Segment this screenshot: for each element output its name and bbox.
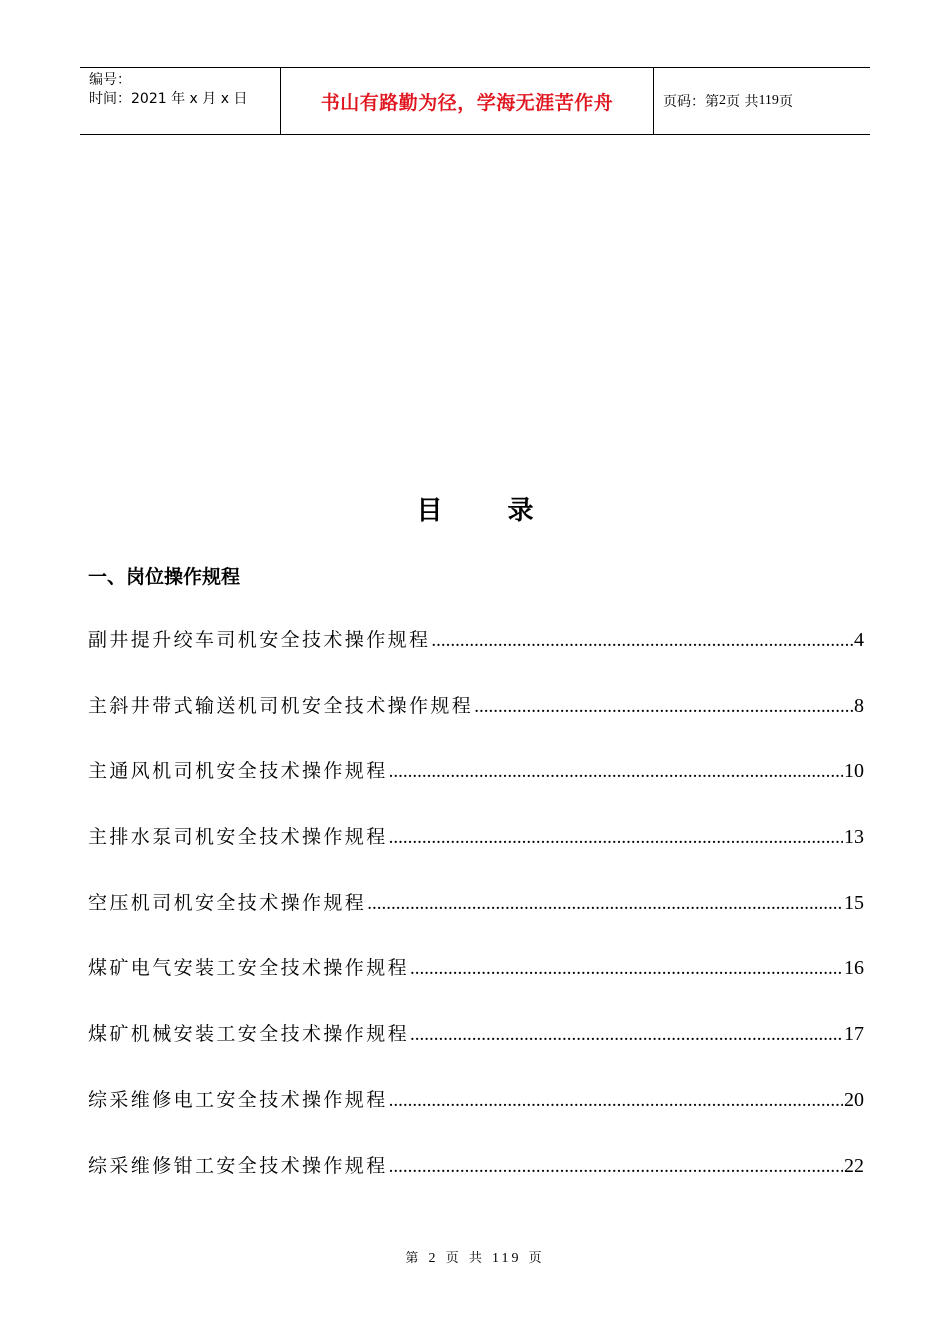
toc-entry[interactable] [88,622,864,688]
toc-title: 目 录 [416,496,562,526]
header-meta [80,68,281,134]
toc-entry-page[interactable]: 8 [854,694,864,717]
page-suffix: 页 [778,94,793,110]
toc-entry[interactable] [88,688,864,754]
toc-leader-dots [389,1083,843,1119]
toc-entry-label[interactable]: 综采维修钳工安全技术操作规程 [88,1154,388,1177]
toc-leader-dots [367,886,843,922]
toc-entry-label[interactable]: 主斜井带式输送机司机安全技术操作规程 [88,694,474,717]
toc-entry[interactable] [88,753,864,819]
toc-entry-label[interactable]: 主通风机司机安全技术操作规程 [88,760,388,783]
toc-entry-page[interactable]: 4 [854,629,864,651]
section-heading: 一、岗位操作规程 [88,566,241,588]
page-current: 2 [719,93,726,108]
toc-entry[interactable] [88,885,864,951]
toc-leader-dots [389,754,843,790]
toc-entry-label[interactable]: 煤矿电气安装工安全技术操作规程 [88,957,410,980]
footer-mid: 页 共 [445,1251,485,1266]
toc-entry-page[interactable]: 22 [844,1154,864,1177]
toc-leader-dots [474,689,853,725]
footer-current: 2 [428,1251,439,1266]
toc-entry-page[interactable]: 20 [844,1088,864,1111]
page-prefix: 页码：第 [663,94,719,110]
toc-entry-page[interactable]: 13 [844,826,864,849]
toc-leader-dots [431,623,853,659]
toc-entry-page[interactable]: 10 [844,760,864,783]
toc-entry-page[interactable]: 15 [844,891,864,914]
toc-leader-dots [389,820,843,856]
toc-entry[interactable] [88,1082,864,1148]
page-footer [0,1247,950,1267]
footer-prefix: 第 [405,1251,422,1266]
toc-entry[interactable] [88,950,864,1016]
toc-entry-label[interactable]: 副井提升绞车司机安全技术操作规程 [88,629,431,651]
toc-entry-label[interactable]: 主排水泵司机安全技术操作规程 [88,826,388,849]
toc-leader-dots [410,951,843,987]
table-of-contents [88,622,864,1213]
toc-entry-page[interactable]: 17 [844,1023,864,1046]
page-mid: 页 共 [726,94,759,110]
page-header [80,67,870,135]
toc-entry-page[interactable]: 16 [844,957,864,980]
number-label: 编号： [89,72,131,88]
toc-entry-label[interactable]: 综采维修电工安全技术操作规程 [88,1088,388,1111]
header-motto: 书山有路勤为径，学海无涯苦作舟 [281,68,654,134]
toc-entry[interactable] [88,1016,864,1082]
header-page-number [654,68,870,134]
footer-total: 119 [491,1251,522,1266]
toc-leader-dots [389,1149,843,1185]
page-total: 119 [758,93,779,108]
toc-entry-label[interactable]: 空压机司机安全技术操作规程 [88,891,367,914]
toc-leader-dots [410,1017,843,1053]
time-label: 时间：2021 年 x 月 x 日 [89,91,248,107]
footer-suffix: 页 [528,1251,545,1266]
toc-entry[interactable] [88,819,864,885]
toc-entry[interactable] [88,1148,864,1214]
toc-entry-label[interactable]: 煤矿机械安装工安全技术操作规程 [88,1023,410,1046]
